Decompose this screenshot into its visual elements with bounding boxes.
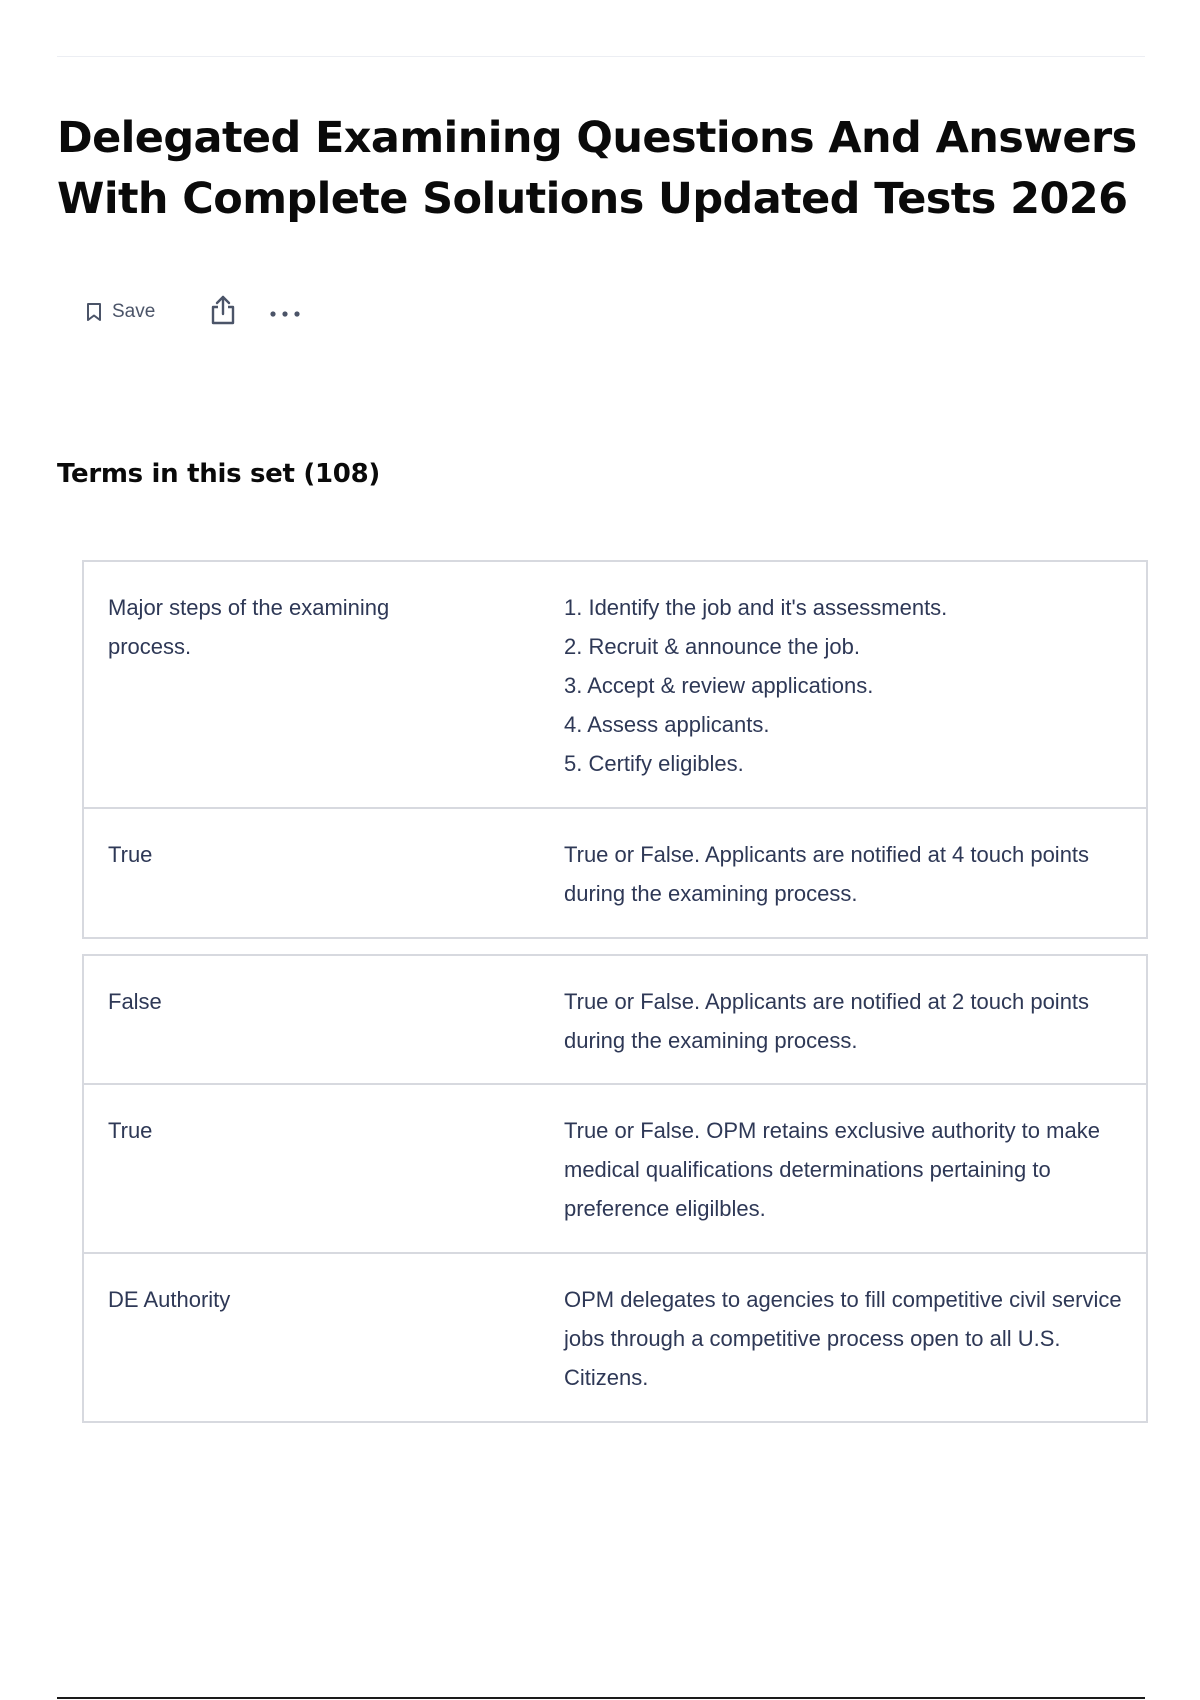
card-term: False: [108, 989, 162, 1014]
term-card[interactable]: [82, 807, 1148, 939]
bookmark-icon: [86, 302, 102, 322]
definition-line: 5. Certify eligibles.: [564, 751, 744, 776]
card-definition: [564, 588, 1130, 783]
definition-line: 4. Assess applicants.: [564, 712, 770, 737]
card-term: Major steps of the examining process.: [108, 595, 390, 659]
card-definition: True or False. Applicants are notified at 2 touch points during the examining process.: [564, 989, 1090, 1053]
term-card[interactable]: [82, 1252, 1148, 1423]
definition-line: 1. Identify the job and it's assessments.: [564, 595, 948, 620]
card-definition: OPM delegates to agencies to fill competitive civil service jobs through a competitive process open to all U.S. Citizens.: [564, 1287, 1122, 1390]
term-card[interactable]: [82, 954, 1148, 1085]
bottom-divider: [57, 1697, 1145, 1699]
more-icon: [269, 303, 301, 322]
top-divider: [57, 56, 1145, 57]
share-button[interactable]: [209, 294, 237, 330]
action-bar: [86, 294, 301, 330]
page-title: Delegated Examining Questions And Answers With Complete Solutions Updated Tests 2026: [57, 113, 1137, 224]
card-term: DE Authority: [108, 1287, 231, 1312]
term-card[interactable]: [82, 560, 1148, 809]
card-definition: True or False. Applicants are notified at 4 touch points during the examining process.: [564, 842, 1090, 906]
card-definition: True or False. OPM retains exclusive authority to make medical qualifications determinations pertaining to preference eligilbles.: [564, 1118, 1100, 1221]
term-card[interactable]: [82, 1083, 1148, 1254]
card-term: True: [108, 1118, 153, 1143]
save-label: Save: [112, 301, 156, 322]
definition-line: 3. Accept & review applications.: [564, 673, 874, 698]
card-term: True: [108, 842, 153, 867]
more-options-button[interactable]: [269, 303, 301, 322]
definition-line: 2. Recruit & announce the job.: [564, 634, 860, 659]
save-button[interactable]: [86, 301, 155, 323]
terms-heading: Terms in this set (108): [57, 459, 380, 489]
share-icon: [209, 294, 237, 330]
